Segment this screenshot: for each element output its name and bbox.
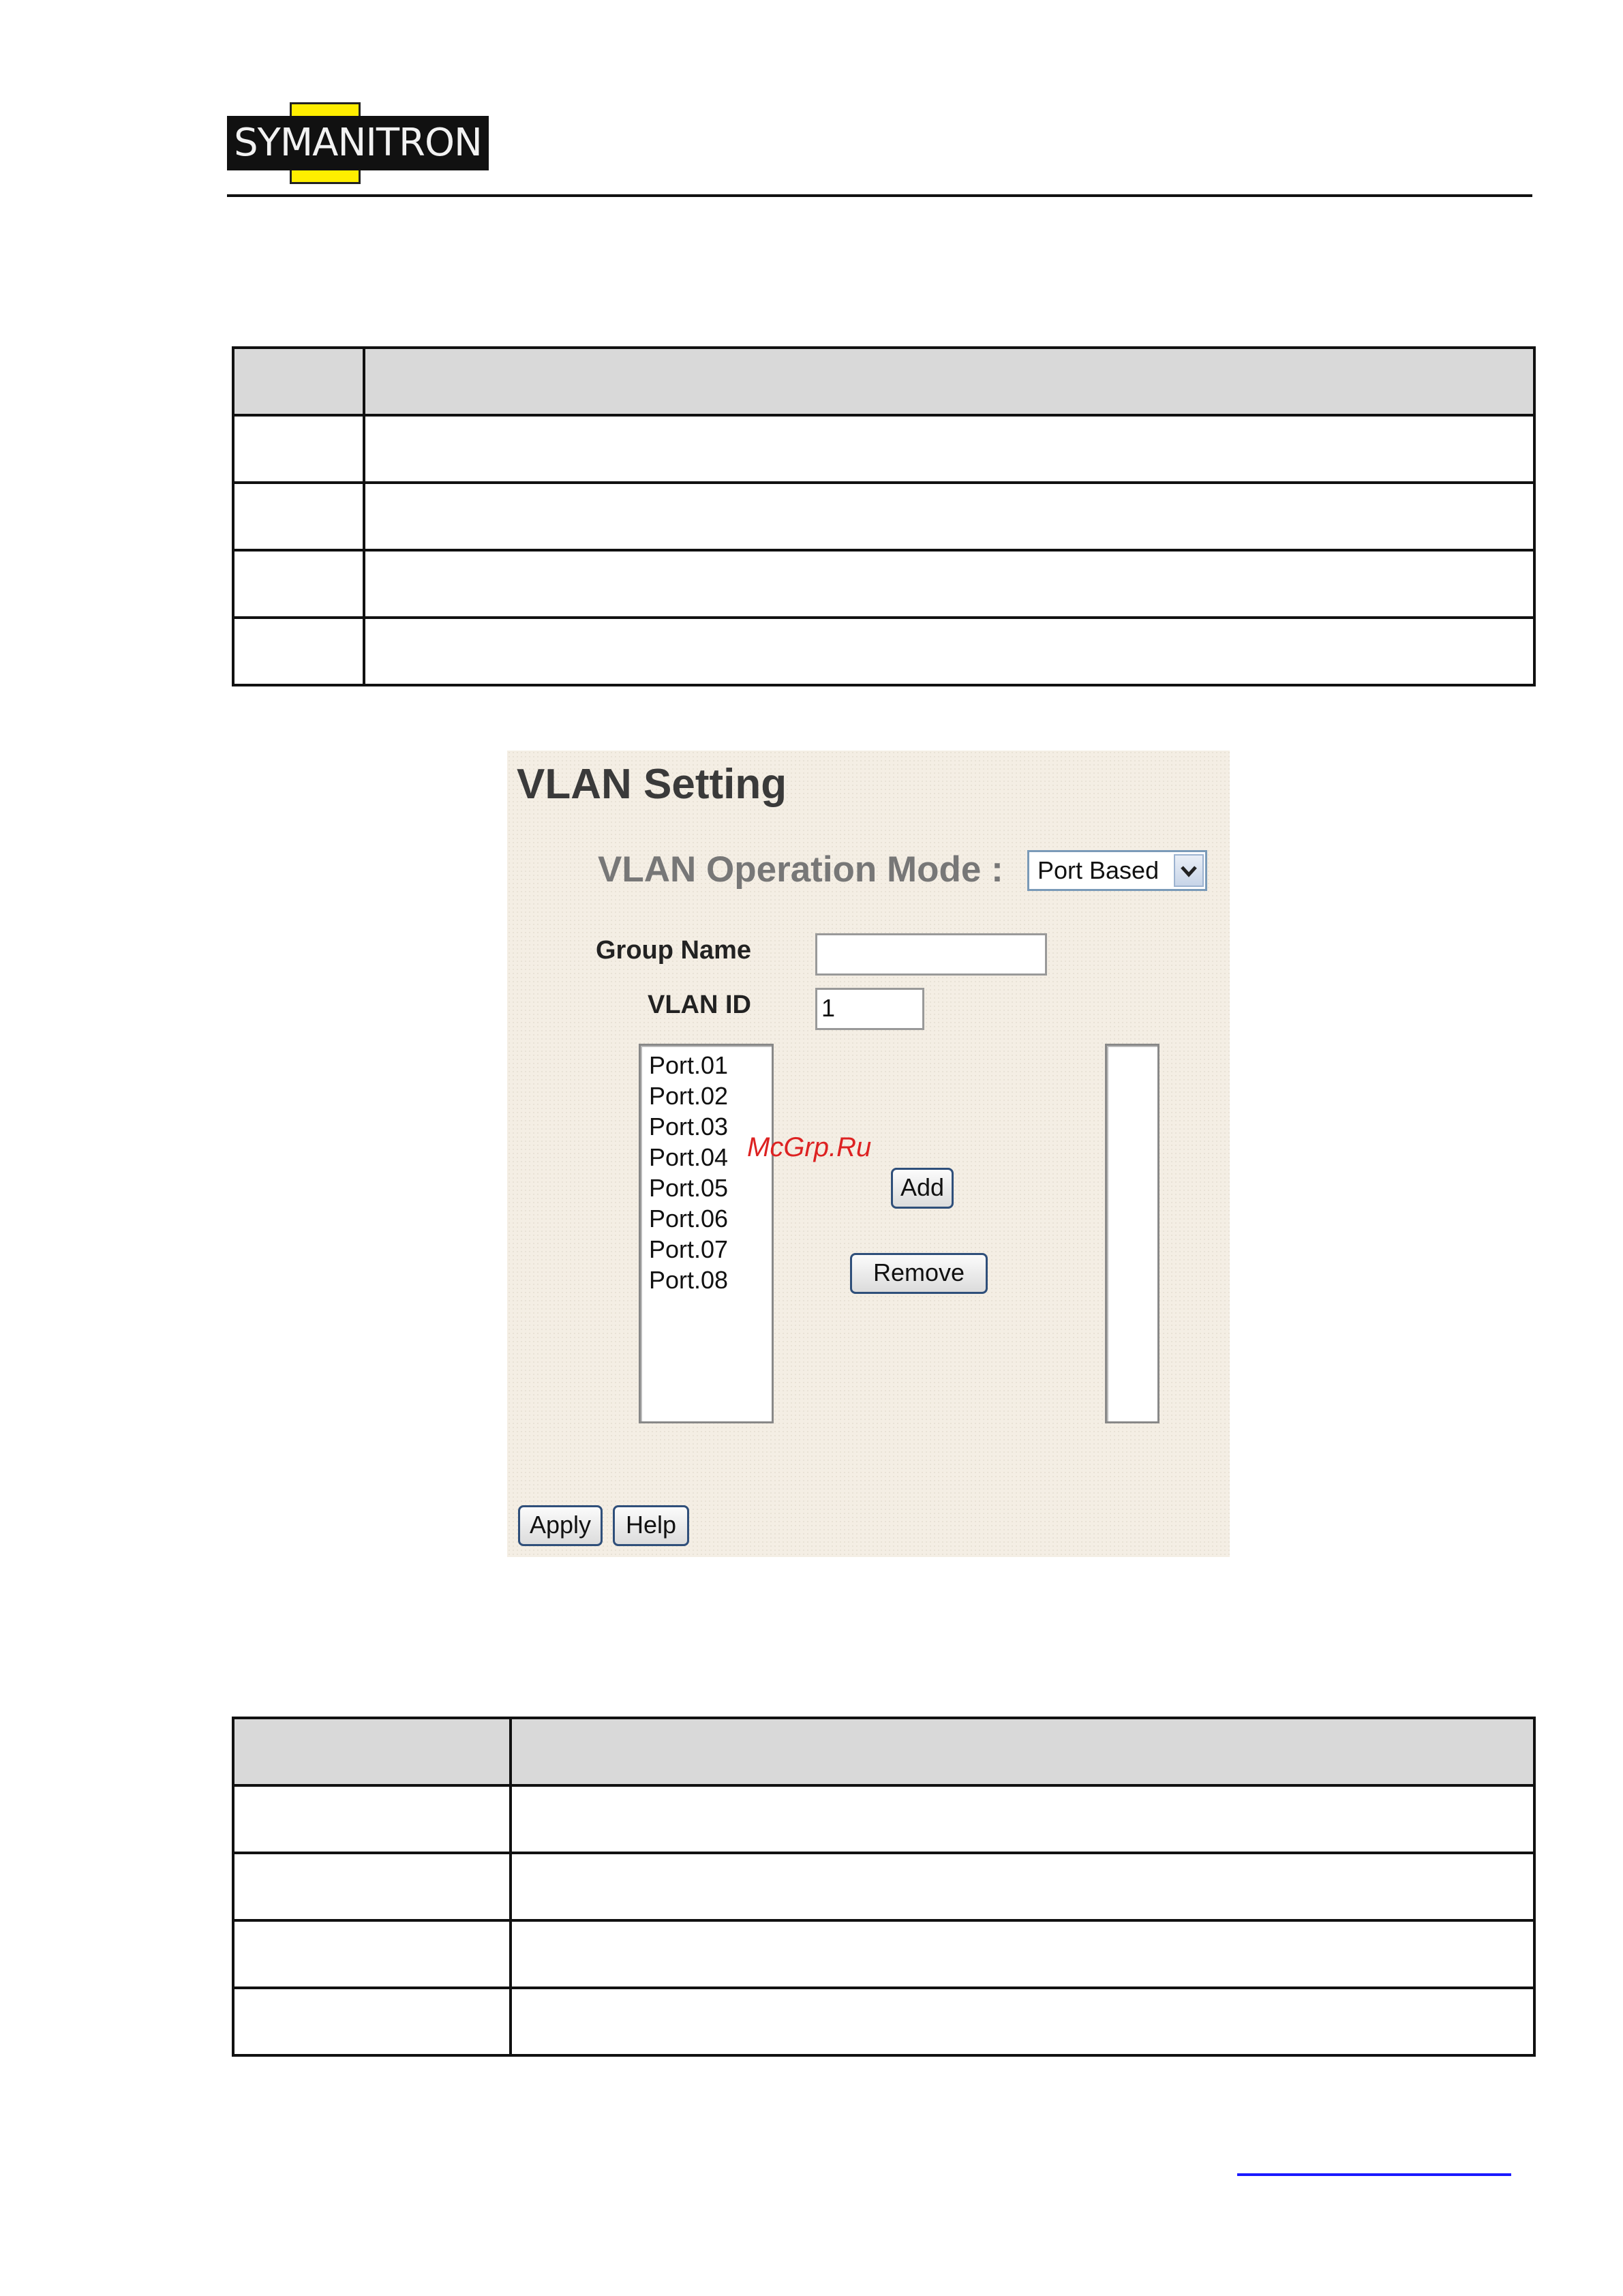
table-cell xyxy=(511,1920,1534,1988)
table-header-row xyxy=(233,1718,1534,1785)
table-cell xyxy=(233,1988,511,2055)
table-cell xyxy=(511,1785,1534,1853)
add-button[interactable]: Add xyxy=(891,1168,954,1209)
vlan-id-label: VLAN ID xyxy=(648,991,751,1019)
list-item[interactable]: Port.03 xyxy=(649,1113,729,1141)
apply-button[interactable]: Apply xyxy=(518,1505,603,1546)
table-row xyxy=(233,618,1534,685)
table-cell xyxy=(364,415,1534,483)
company-logo xyxy=(227,102,489,184)
vlan-id-input[interactable]: 1 xyxy=(815,988,924,1030)
available-ports-list[interactable] xyxy=(639,1044,774,1423)
operation-mode-value: Port Based xyxy=(1037,856,1159,884)
table-cell xyxy=(233,415,364,483)
help-button[interactable]: Help xyxy=(613,1505,689,1546)
table-row xyxy=(233,1920,1534,1988)
table-row xyxy=(233,1853,1534,1920)
list-item[interactable]: Port.01 xyxy=(649,1051,729,1079)
table-header-row xyxy=(233,348,1534,415)
table-top xyxy=(232,346,1536,686)
watermark: McGrp.Ru xyxy=(747,1132,872,1162)
table-header-cell xyxy=(233,1718,511,1785)
table-cell xyxy=(233,1920,511,1988)
chevron-down-icon[interactable] xyxy=(1174,854,1204,887)
operation-mode-label: VLAN Operation Mode : xyxy=(598,849,1003,890)
group-name-label: Group Name xyxy=(596,936,752,965)
table-cell xyxy=(511,1988,1534,2055)
table-header-cell xyxy=(511,1718,1534,1785)
remove-button[interactable]: Remove xyxy=(850,1253,988,1294)
list-item[interactable]: Port.04 xyxy=(649,1143,729,1171)
table-cell xyxy=(233,483,364,550)
table-cell xyxy=(233,550,364,618)
table-row xyxy=(233,1785,1534,1853)
header-rule xyxy=(227,194,1532,197)
list-item[interactable]: Port.07 xyxy=(649,1235,729,1263)
member-ports-list[interactable] xyxy=(1105,1044,1159,1423)
table-row xyxy=(233,1988,1534,2055)
group-name-input[interactable] xyxy=(815,933,1047,976)
table-row xyxy=(233,415,1534,483)
page-title: VLAN Setting xyxy=(517,761,787,808)
list-item[interactable]: Port.05 xyxy=(649,1174,729,1202)
list-item[interactable]: Port.08 xyxy=(649,1266,729,1294)
table-cell xyxy=(233,1853,511,1920)
table-cell xyxy=(233,618,364,685)
table-row xyxy=(233,483,1534,550)
vlan-setting-panel xyxy=(507,751,1230,1557)
logo-text: SYMANITRON xyxy=(234,121,482,165)
list-item[interactable]: Port.02 xyxy=(649,1082,729,1110)
list-item[interactable]: Port.06 xyxy=(649,1205,729,1233)
table-header-cell xyxy=(364,348,1534,415)
footer-link-underline[interactable] xyxy=(1237,2173,1511,2176)
table-cell xyxy=(364,483,1534,550)
table-header-cell xyxy=(233,348,364,415)
table-cell xyxy=(233,1785,511,1853)
table-row xyxy=(233,550,1534,618)
table-cell xyxy=(364,618,1534,685)
table-bottom xyxy=(232,1717,1536,2057)
table-cell xyxy=(511,1853,1534,1920)
table-cell xyxy=(364,550,1534,618)
operation-mode-select[interactable] xyxy=(1027,850,1207,891)
